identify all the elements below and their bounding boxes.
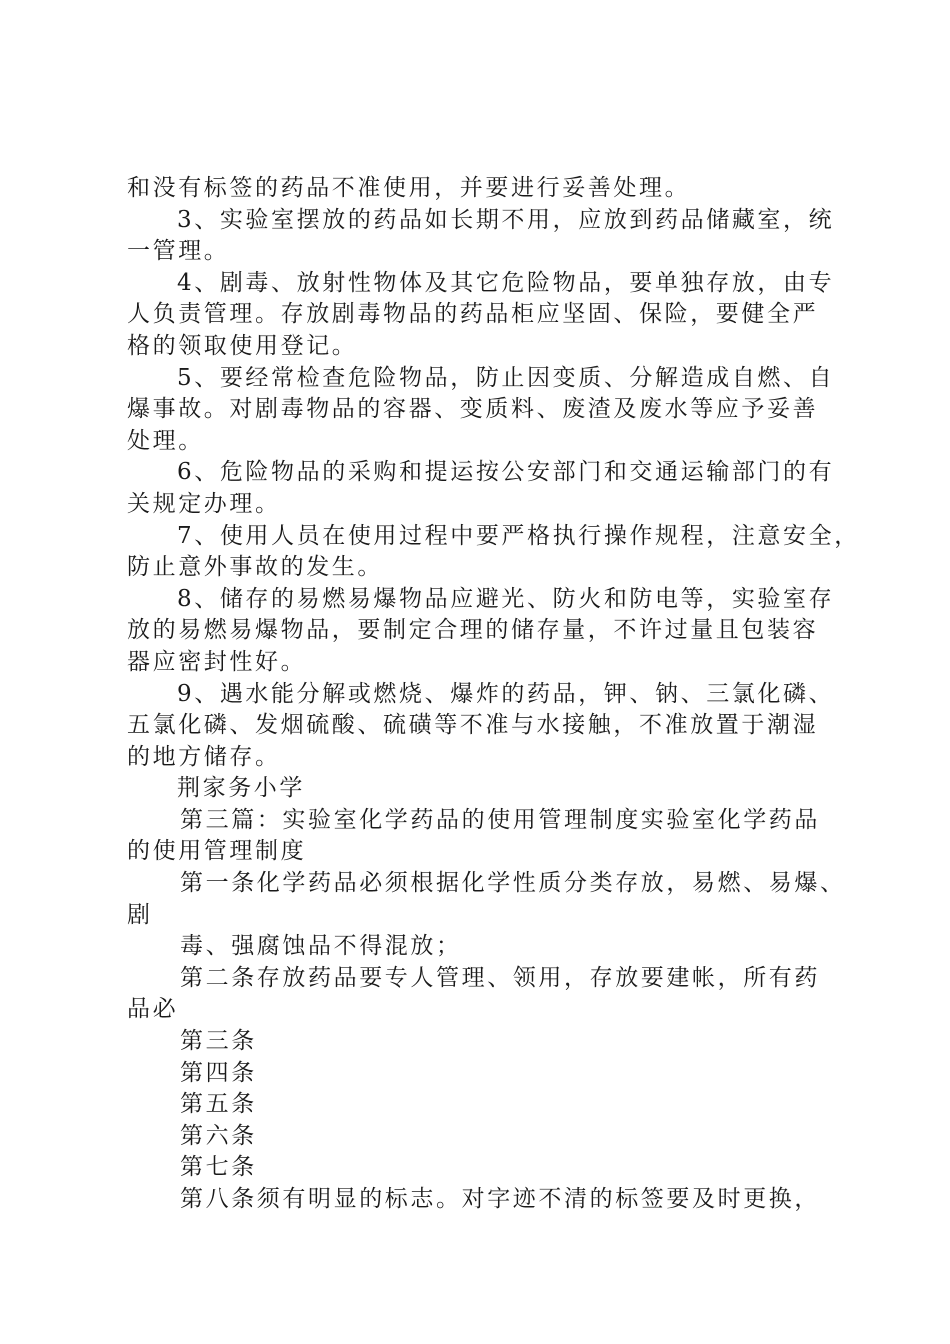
- text-line: 第八条须有明显的标志。对字迹不清的标签要及时更换，: [180, 1186, 820, 1212]
- text-line: 第一条化学药品必须根据化学性质分类存放，易燃、易爆、: [180, 870, 846, 897]
- document-body: [127, 173, 860, 1216]
- text-line: 关规定办理。: [127, 490, 281, 517]
- text-line: 6、危险物品的采购和提运按公安部门和交通运输部门的有: [177, 459, 835, 486]
- text-line: 一管理。: [127, 238, 230, 265]
- text-line: 格的领取使用登记。: [127, 332, 358, 359]
- text-line: 第五条: [180, 1091, 257, 1118]
- text-line: 的使用管理制度: [127, 838, 307, 865]
- text-line: 第三篇：实验室化学药品的使用管理制度实验室化学药品: [180, 806, 820, 833]
- text-line: 7、使用人员在使用过程中要严格执行操作规程，注意安全，: [177, 522, 860, 549]
- text-line: 的地方储存。: [127, 743, 281, 770]
- text-line: 和没有标签的药品不准使用，并要进行妥善处理。: [127, 175, 691, 201]
- text-line: 五氯化磷、发烟硫酸、硫磺等不准与水接触，不准放置于潮湿: [127, 712, 819, 739]
- text-line: 9、遇水能分解或燃烧、爆炸的药品，钾、钠、三氯化磷、: [177, 680, 835, 707]
- text-line: 5、要经常检查危险物品，防止因变质、分解造成自燃、自: [177, 364, 835, 391]
- text-line: 第七条: [180, 1154, 257, 1181]
- text-line: 毒、强腐蚀品不得混放；: [180, 933, 462, 960]
- text-line: 防止意外事故的发生。: [127, 554, 383, 581]
- text-line: 第六条: [180, 1122, 257, 1149]
- text-line: 荆家务小学: [177, 775, 305, 802]
- text-line: 器应密封性好。: [127, 648, 307, 675]
- text-line: 剧: [127, 901, 153, 928]
- text-line: 第四条: [180, 1059, 257, 1086]
- text-line: 第二条存放药品要专人管理、领用，存放要建帐，所有药: [180, 964, 820, 991]
- text-line: 爆事故。对剧毒物品的容器、变质料、废渣及废水等应予妥善: [127, 396, 819, 423]
- text-line: 4、剧毒、放射性物体及其它危险物品，要单独存放，由专: [177, 269, 835, 296]
- text-line: 人负责管理。存放剧毒物品的药品柜应坚固、保险，要健全严: [127, 301, 819, 328]
- text-line: 放的易燃易爆物品，要制定合理的储存量，不许过量且包装容: [127, 617, 819, 644]
- text-line: 3、实验室摆放的药品如长期不用，应放到药品储藏室，统: [177, 206, 835, 233]
- text-line: 品必: [127, 996, 179, 1023]
- text-line: 处理。: [127, 427, 204, 454]
- text-line: 8、储存的易燃易爆物品应避光、防火和防电等，实验室存: [177, 585, 835, 612]
- text-line: 第三条: [180, 1028, 257, 1055]
